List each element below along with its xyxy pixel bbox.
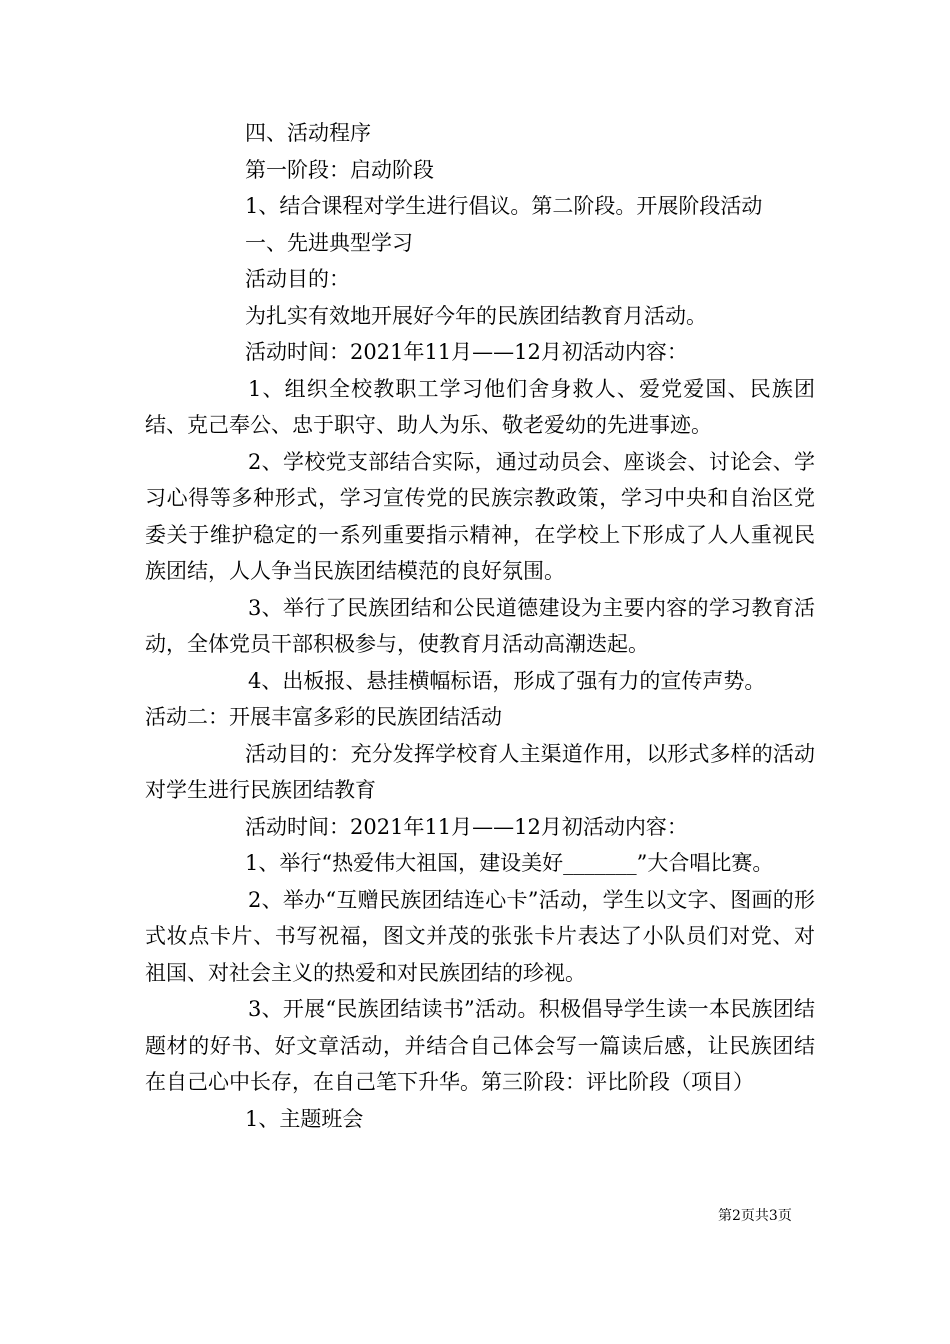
- paragraph: 活动时间：2021年11月——12月初活动内容：: [245, 814, 688, 839]
- list-item: 3、举行了民族团结和公民道德建设为主要内容的学习教育活动，全体党员干部积极参与，使教育月活动高潮迭起。: [145, 595, 815, 656]
- list-item: 4、出板报、悬挂横幅标语，形成了强有力的宣传声势。: [248, 668, 766, 693]
- paragraph: 活动时间：2021年11月——12月初活动内容：: [245, 340, 688, 364]
- list-item: 1、主题班会: [245, 1106, 364, 1131]
- document-body: [145, 115, 815, 1137]
- activity-heading: 活动二：开展丰富多彩的民族团结活动: [145, 705, 502, 729]
- paragraph: 为扎实有效地开展好今年的民族团结教育月活动。: [245, 303, 707, 328]
- section-heading: 四、活动程序: [245, 121, 371, 145]
- list-item: 1、组织全校教职工学习他们舍身救人、爱党爱国、民族团结、克己奉公、忠于职守、助人为乐、敬老爱幼的先进事迹。: [145, 376, 815, 437]
- subsection-heading: 一、先进典型学习: [245, 230, 413, 255]
- paragraph: 活动目的：: [245, 267, 350, 291]
- phase-heading: 第一阶段：启动阶段: [245, 157, 434, 182]
- paragraph: 活动目的：充分发挥学校育人主渠道作用，以形式多样的活动对学生进行民族团结教育: [145, 741, 815, 802]
- list-item: 2、学校党支部结合实际，通过动员会、座谈会、讨论会、学习心得等多种形式，学习宣传党的民族宗教政策，学习中央和自治区党委关于维护稳定的一系列重要指示精神，在学校上下形成了人人重视民族团结，人人争当民族团结模范的良好氛围。: [145, 449, 815, 583]
- list-item: 2、举办“互赠民族团结连心卡”活动，学生以文字、图画的形式妆点卡片、书写祝福，图文并茂的张张卡片表达了小队员们对党、对祖国、对社会主义的热爱和对民族团结的珍视。: [145, 887, 815, 985]
- list-item: 3、开展“民族团结读书”活动。积极倡导学生读一本民族团结题材的好书、好文章活动，并结合自己体会写一篇读后感，让民族团结在自己心中长存，在自己笔下升华。第三阶段：评比阶段（项目）: [145, 997, 815, 1094]
- page-number: 第2页共3页: [718, 1208, 792, 1224]
- list-item: 1、举行“热爱伟大祖国，建设美好_______”大合唱比赛。: [245, 851, 774, 875]
- paragraph: 1、结合课程对学生进行倡议。第二阶段。开展阶段活动: [245, 194, 763, 218]
